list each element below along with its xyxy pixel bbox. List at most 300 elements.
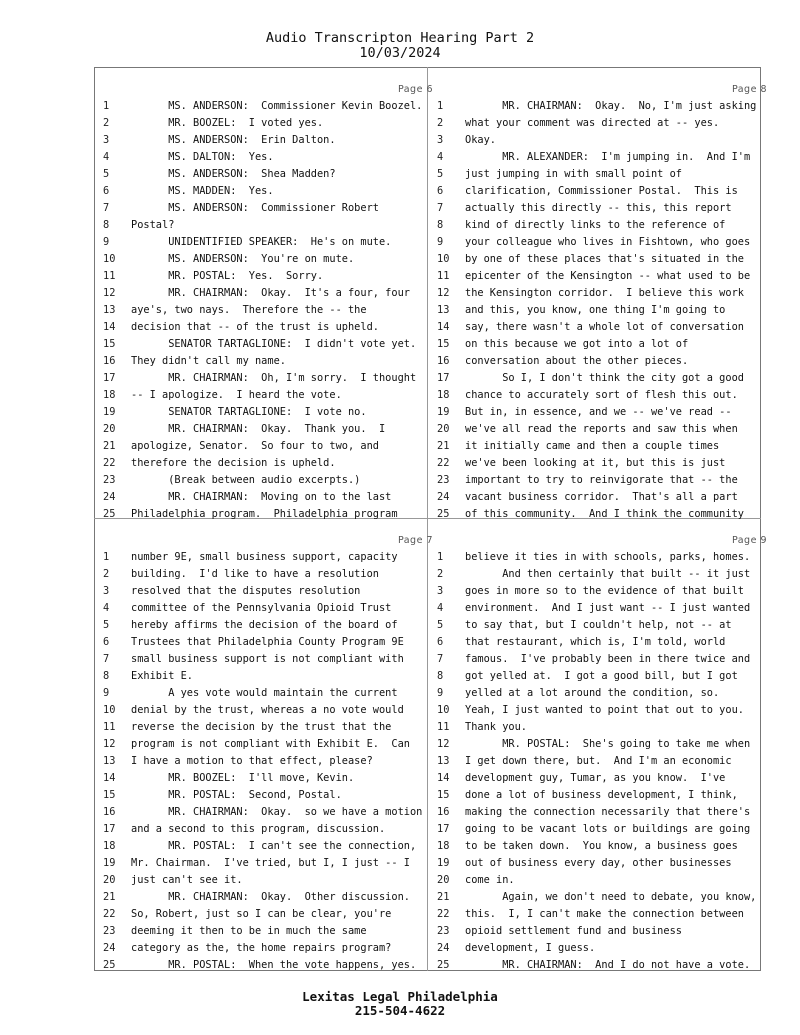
line-number: 1 [103,100,110,112]
transcript-line [437,668,767,685]
transcript-line [103,685,433,702]
line-text: the Kensington corridor. I believe this work [465,287,744,299]
line-text: on this because we got into a lot of [465,338,689,350]
line-text: development, I guess. [465,942,596,954]
transcript-line [437,438,767,455]
line-number: 24 [437,491,450,503]
line-number: 21 [103,440,116,452]
transcript-line [437,787,767,804]
line-number: 22 [103,457,116,469]
line-number: 4 [103,151,110,163]
transcript-line [103,506,433,523]
transcript-line [103,98,433,115]
transcript-line [103,166,433,183]
transcript-line [437,404,767,421]
line-text: come in. [465,874,515,886]
transcript-line [437,651,767,668]
line-number: 5 [103,168,110,180]
transcript-line [103,387,433,404]
line-text: out of business every day, other businesses [465,857,732,869]
line-number: 24 [437,942,450,954]
transcript-line [437,302,767,319]
transcript-line [103,906,433,923]
line-number: 8 [103,219,110,231]
line-text: going to be vacant lots or buildings are going [465,823,751,835]
line-text: apologize, Senator. So four to two, and [131,440,379,452]
line-number: 3 [437,585,444,597]
transcript-line [103,940,433,957]
line-text: And then certainly that built -- it just [465,568,751,580]
line-number: 3 [103,134,110,146]
line-text: say, there wasn't a whole lot of conversation [465,321,744,333]
line-number: 7 [437,653,444,665]
transcript-line [437,889,767,906]
transcript-line [437,685,767,702]
footer-phone: 215-504-4622 [354,1003,446,1018]
line-text: famous. I've probably been in there twice and [465,653,751,665]
transcript-line [103,149,433,166]
line-number: 6 [103,185,110,197]
transcript-line [103,838,433,855]
line-text: and this, you know, one thing I'm going to [465,304,726,316]
transcript-line [103,804,433,821]
transcript-line [103,753,433,770]
line-number: 6 [437,636,444,648]
line-number: 17 [437,372,450,384]
transcript-line [437,634,767,651]
line-text: done a lot of business development, I think, [465,789,738,801]
transcript-line [103,702,433,719]
transcript-line [103,353,433,370]
line-number: 13 [103,755,116,767]
transcript-line [103,719,433,736]
line-text: MR. BOOZEL: I'll move, Kevin. [131,772,355,784]
line-number: 25 [437,508,450,520]
line-text: MR. POSTAL: I can't see the connection, [131,840,417,852]
transcript-line [103,957,433,974]
line-number: 7 [103,202,110,214]
line-text: deeming it then to be in much the same [131,925,367,937]
line-number: 12 [103,738,116,750]
line-text: building. I'd like to have a resolution [131,568,379,580]
transcript-line [103,455,433,472]
line-text: MR. POSTAL: She's going to take me when [465,738,751,750]
line-text: -- I apologize. I heard the vote. [131,389,342,401]
transcript-line [437,183,767,200]
transcript-line [437,234,767,251]
line-number: 4 [437,602,444,614]
line-number: 6 [437,185,444,197]
line-text: MR. POSTAL: Second, Postal. [131,789,342,801]
line-number: 23 [103,474,116,486]
line-text: A yes vote would maintain the current [131,687,398,699]
line-number: 25 [437,959,450,971]
line-number: 14 [437,321,450,333]
transcript-line [103,617,433,634]
line-text: vacant business corridor. That's all a part [465,491,738,503]
transcript-line [103,651,433,668]
transcript-line [437,804,767,821]
line-number: 1 [437,551,444,563]
transcript-line [437,583,767,600]
transcript-line [437,166,767,183]
transcript-line [437,872,767,889]
line-text: just can't see it. [131,874,243,886]
transcript-line [103,634,433,651]
transcript-line [103,200,433,217]
transcript-line [437,549,767,566]
transcript-line [437,855,767,872]
line-number: 15 [103,789,116,801]
transcript-line [437,472,767,489]
line-text: MR. CHAIRMAN: Okay. No, I'm just asking [465,100,757,112]
line-number: 25 [103,508,116,520]
line-number: 25 [103,959,116,971]
line-text: They didn't call my name. [131,355,286,367]
transcript-line [437,98,767,115]
page-number: Page 9 [731,535,767,546]
transcript-line [437,838,767,855]
line-text: So, Robert, just so I can be clear, you're [131,908,392,920]
transcript-line [103,268,433,285]
line-text: reverse the decision by the trust that the [131,721,392,733]
line-text: But in, in essence, and we -- we've read -- [465,406,732,418]
line-text: MR. BOOZEL: I voted yes. [131,117,324,129]
line-text: MS. MADDEN: Yes. [131,185,274,197]
line-text: hereby affirms the decision of the board of [131,619,398,631]
line-number: 13 [437,304,450,316]
line-number: 10 [437,253,450,265]
transcript-line [103,583,433,600]
line-text: making the connection necessarily that there's [465,806,751,818]
transcript-line [103,889,433,906]
transcript-page-6 [103,84,433,524]
line-number: 17 [437,823,450,835]
line-number: 11 [437,721,450,733]
transcript-line [437,770,767,787]
line-text: epicenter of the Kensington -- what used to be [465,270,751,282]
line-text: that restaurant, which is, I'm told, world [465,636,726,648]
line-text: important to try to reinvigorate that -- the [465,474,738,486]
transcript-line [103,821,433,838]
transcript-line [103,251,433,268]
line-number: 3 [103,585,110,597]
transcript-line [437,702,767,719]
transcript-line [437,353,767,370]
line-number: 6 [103,636,110,648]
transcript-line [437,115,767,132]
line-number: 2 [437,568,444,580]
line-number: 8 [437,219,444,231]
line-number: 11 [103,721,116,733]
line-number: 24 [103,942,116,954]
transcript-line [103,115,433,132]
transcript-line [437,906,767,923]
line-text: conversation about the other pieces. [465,355,689,367]
line-number: 13 [103,304,116,316]
line-text: MS. ANDERSON: Commissioner Robert [131,202,379,214]
line-text: MR. CHAIRMAN: Oh, I'm sorry. I thought [131,372,417,384]
line-number: 5 [437,619,444,631]
line-text: kind of directly links to the reference of [465,219,726,231]
line-number: 22 [103,908,116,920]
line-number: 24 [103,491,116,503]
line-text: development guy, Tumar, as you know. I've [465,772,726,784]
transcript-line [437,421,767,438]
line-number: 11 [103,270,116,282]
transcript-line [103,285,433,302]
line-text: what your comment was directed at -- yes. [465,117,720,129]
line-text: program is not compliant with Exhibit E. Can [131,738,410,750]
transcript-line [103,770,433,787]
transcript-line [437,617,767,634]
line-number: 8 [437,670,444,682]
line-number: 9 [437,687,444,699]
transcript-line [437,200,767,217]
line-text: and a second to this program, discussion. [131,823,386,835]
line-number: 15 [437,789,450,801]
transcript-line [103,404,433,421]
line-text: MR. CHAIRMAN: Okay. so we have a motion [131,806,423,818]
line-text: Okay. [465,134,496,146]
line-text: to be taken down. You know, a business goes [465,840,738,852]
transcript-line [437,940,767,957]
transcript-line [103,370,433,387]
line-number: 21 [437,440,450,452]
line-text: opioid settlement fund and business [465,925,682,937]
line-number: 16 [103,355,116,367]
line-number: 19 [103,857,116,869]
transcript-line [103,217,433,234]
line-number: 10 [103,253,116,265]
line-number: 15 [103,338,116,350]
transcript-line [437,387,767,404]
transcript-line [437,455,767,472]
transcript-page-8 [437,84,767,524]
line-number: 5 [103,619,110,631]
line-number: 21 [103,891,116,903]
document-title: Audio Transcripton Hearing Part 2 [265,30,535,46]
line-number: 9 [103,687,110,699]
line-text: small business support is not compliant with [131,653,404,665]
line-text: MR. ALEXANDER: I'm jumping in. And I'm [465,151,751,163]
line-text: clarification, Commissioner Postal. This is [465,185,738,197]
line-number: 12 [437,738,450,750]
transcript-page-7 [103,535,433,975]
line-number: 15 [437,338,450,350]
transcript-line [437,268,767,285]
transcript-line [103,736,433,753]
line-number: 22 [437,457,450,469]
transcript-line [437,923,767,940]
transcript-line [103,872,433,889]
transcript-line [103,132,433,149]
line-text: denial by the trust, whereas a no vote would [131,704,404,716]
line-text: MR. CHAIRMAN: Okay. Thank you. I [131,423,386,435]
line-text: UNIDENTIFIED SPEAKER: He's on mute. [131,236,392,248]
transcript-page-9 [437,535,767,975]
line-number: 16 [437,806,450,818]
transcript-line [437,336,767,353]
line-number: 11 [437,270,450,282]
line-number: 18 [437,389,450,401]
line-text: we've all read the reports and saw this when [465,423,738,435]
transcript-line [437,736,767,753]
line-text: (Break between audio excerpts.) [131,474,361,486]
line-number: 23 [103,925,116,937]
line-text: yelled at a lot around the condition, so. [465,687,720,699]
line-number: 4 [103,602,110,614]
transcript-line [437,753,767,770]
line-text: I get down there, but. And I'm an economic [465,755,732,767]
line-text: of this community. And I think the community [465,508,744,520]
line-text: decision that -- of the trust is upheld. [131,321,379,333]
transcript-line [437,217,767,234]
line-text: MS. ANDERSON: Shea Madden? [131,168,336,180]
line-number: 2 [103,568,110,580]
line-text: Yeah, I just wanted to point that out to you. [465,704,744,716]
line-text: your colleague who lives in Fishtown, who goes [465,236,751,248]
line-text: aye's, two nays. Therefore the -- the [131,304,367,316]
line-number: 16 [437,355,450,367]
line-number: 9 [103,236,110,248]
line-number: 12 [437,287,450,299]
line-text: MR. CHAIRMAN: Okay. It's a four, four [131,287,410,299]
transcript-line [103,855,433,872]
transcript-line [437,319,767,336]
line-number: 20 [103,874,116,886]
line-text: number 9E, small business support, capacity [131,551,398,563]
line-text: category as the, the home repairs program? [131,942,392,954]
line-text: Trustees that Philadelphia County Program 9E [131,636,404,648]
line-text: Mr. Chairman. I've tried, but I, I just -- I [131,857,410,869]
line-number: 20 [437,423,450,435]
transcript-line [437,957,767,974]
transcript-line [103,302,433,319]
line-number: 9 [437,236,444,248]
line-number: 18 [103,840,116,852]
line-text: MR. CHAIRMAN: And I do not have a vote. [465,959,751,971]
line-number: 20 [103,423,116,435]
transcript-line [437,370,767,387]
transcript-line [437,149,767,166]
line-number: 14 [437,772,450,784]
line-text: MR. POSTAL: Yes. Sorry. [131,270,324,282]
line-text: just jumping in with small point of [465,168,682,180]
line-text: MR. CHAIRMAN: Moving on to the last [131,491,392,503]
line-number: 19 [103,406,116,418]
line-number: 20 [437,874,450,886]
transcript-line [103,923,433,940]
transcript-line [103,668,433,685]
line-number: 17 [103,823,116,835]
transcript-line [437,821,767,838]
line-text: Again, we don't need to debate, you know, [465,891,757,903]
line-text: by one of these places that's situated in the [465,253,744,265]
transcript-line [103,566,433,583]
transcript-line [437,506,767,523]
line-text: MS. ANDERSON: Commissioner Kevin Boozel. [131,100,423,112]
line-text: it initially came and then a couple times [465,440,720,452]
line-number: 10 [437,704,450,716]
line-text: Thank you. [465,721,527,733]
transcript-line [437,489,767,506]
page-number: Page 6 [397,84,433,95]
line-number: 19 [437,406,450,418]
transcript-line [437,251,767,268]
line-number: 2 [103,117,110,129]
transcript-line [103,319,433,336]
line-number: 3 [437,134,444,146]
transcript-line [437,285,767,302]
transcript-line [103,472,433,489]
line-text: actually this directly -- this, this report [465,202,732,214]
line-text: SENATOR TARTAGLIONE: I vote no. [131,406,367,418]
line-text: resolved that the disputes resolution [131,585,361,597]
line-text: SENATOR TARTAGLIONE: I didn't vote yet. [131,338,417,350]
line-number: 19 [437,857,450,869]
line-number: 12 [103,287,116,299]
page-number: Page 8 [731,84,767,95]
line-number: 13 [437,755,450,767]
line-text: MS. ANDERSON: Erin Dalton. [131,134,336,146]
line-text: I have a motion to that effect, please? [131,755,373,767]
line-text: MR. CHAIRMAN: Okay. Other discussion. [131,891,410,903]
line-number: 1 [103,551,110,563]
line-number: 10 [103,704,116,716]
line-text: MR. POSTAL: When the vote happens, yes. [131,959,417,971]
line-number: 14 [103,321,116,333]
line-text: therefore the decision is upheld. [131,457,336,469]
transcript-line [103,336,433,353]
line-text: this. I, I can't make the connection between [465,908,744,920]
line-text: goes in more so to the evidence of that built [465,585,744,597]
page-number: Page 7 [397,535,433,546]
transcript-line [103,234,433,251]
line-text: Exhibit E. [131,670,193,682]
transcript-line [103,489,433,506]
line-number: 18 [103,389,116,401]
line-number: 22 [437,908,450,920]
line-number: 14 [103,772,116,784]
line-number: 5 [437,168,444,180]
transcript-line [437,600,767,617]
line-text: MS. DALTON: Yes. [131,151,274,163]
transcript-line [103,183,433,200]
line-number: 17 [103,372,116,384]
line-number: 23 [437,925,450,937]
transcript-line [103,600,433,617]
line-text: environment. And I just want -- I just wanted [465,602,751,614]
line-text: MS. ANDERSON: You're on mute. [131,253,355,265]
transcript-line [437,719,767,736]
line-text: chance to accurately sort of flesh this out. [465,389,738,401]
line-number: 4 [437,151,444,163]
footer-firm-name: Lexitas Legal Philadelphia [302,989,498,1004]
line-text: committee of the Pennsylvania Opioid Trust [131,602,392,614]
line-number: 23 [437,474,450,486]
line-number: 16 [103,806,116,818]
line-text: Postal? [131,219,175,231]
transcript-line [103,549,433,566]
line-text: to say that, but I couldn't help, not -- at [465,619,732,631]
transcript-line [437,566,767,583]
transcript-line [103,787,433,804]
line-text: we've been looking at it, but this is just [465,457,726,469]
line-number: 7 [103,653,110,665]
transcript-line [103,421,433,438]
line-text: believe it ties in with schools, parks, homes. [465,551,751,563]
